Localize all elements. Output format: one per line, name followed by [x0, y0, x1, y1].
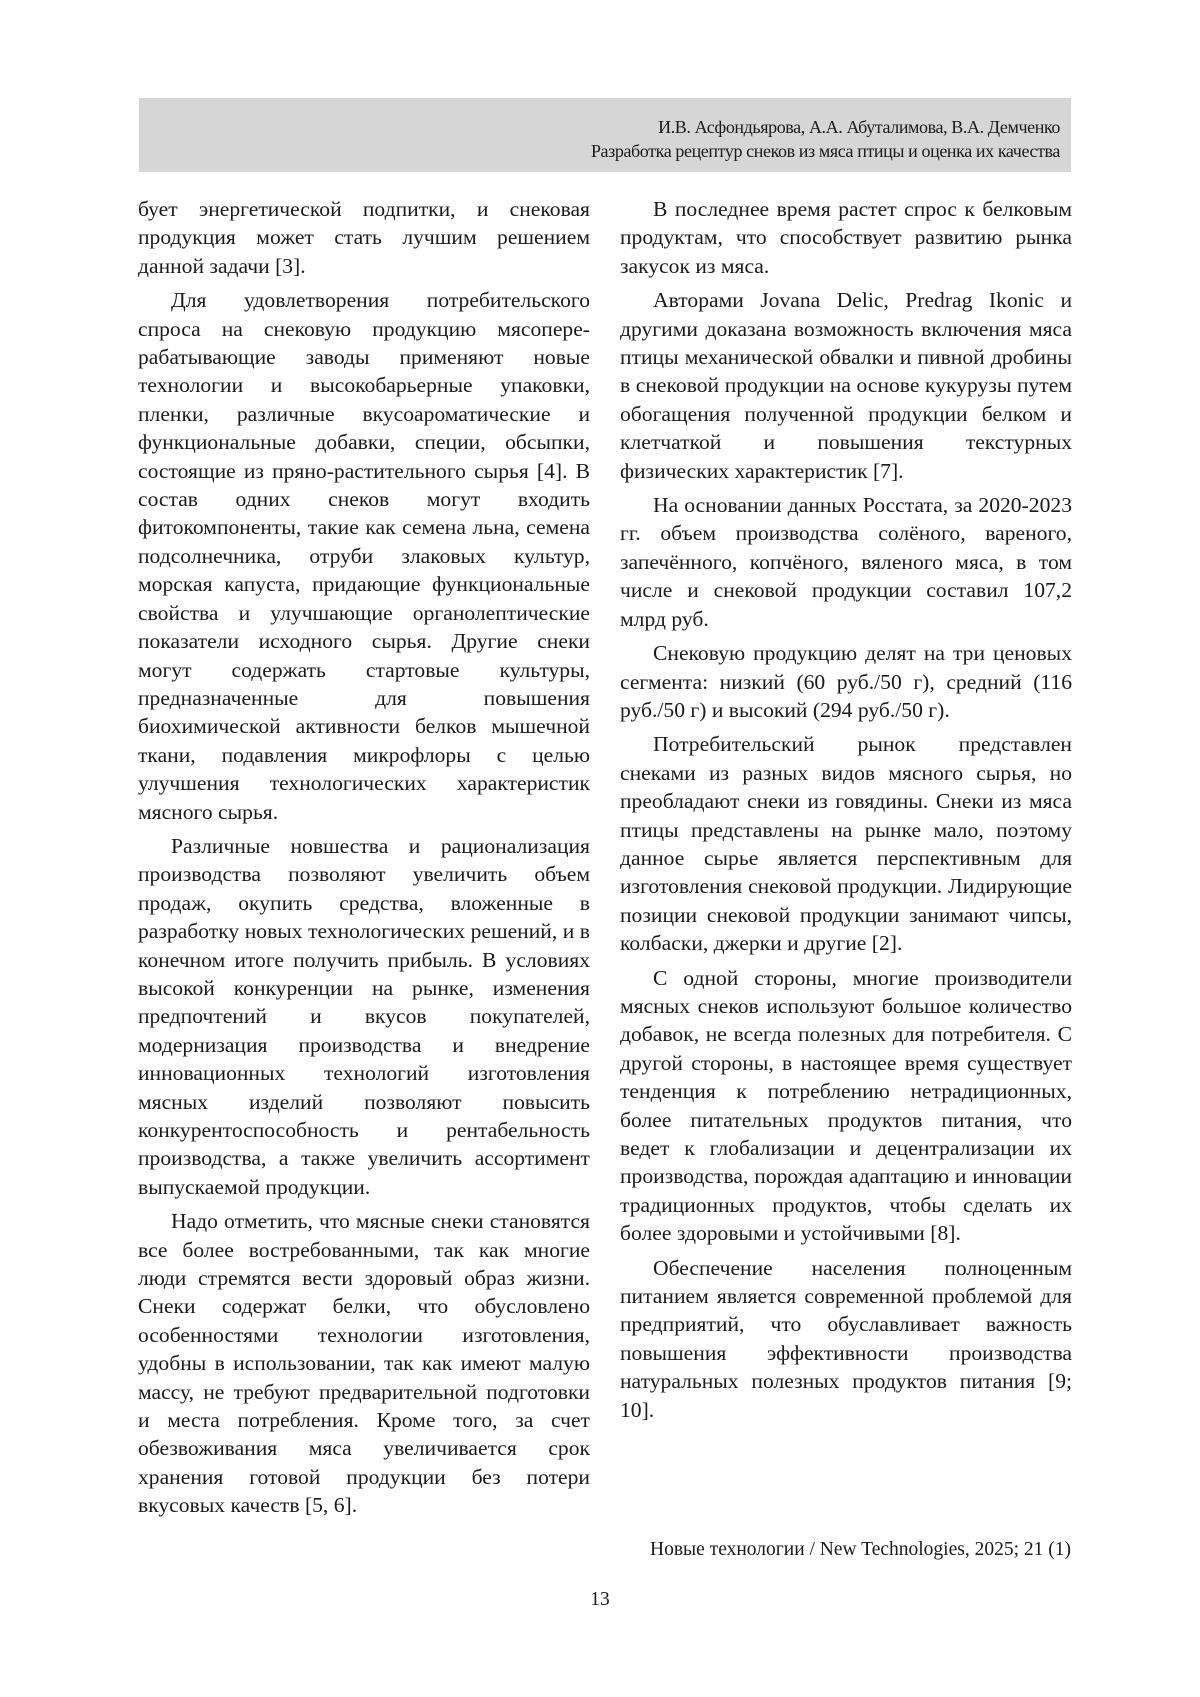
header-authors: И.В. Асфондьярова, А.А. Абуталимова, В.А. Демченко	[658, 117, 1060, 137]
paragraph: бует энергетической подпитки, и снековая продукция может стать лучшим решением данной задачи [3].	[138, 197, 590, 278]
paragraph: Обеспечение населения полноценным питанием является современной проблемой для предприятий, что обуславливает важность повышения эффективности производства натуральных полезных продуктов питания [9; 10].	[620, 1255, 1072, 1422]
left-column	[138, 195, 590, 1520]
right-column	[620, 195, 1072, 1424]
paragraph: Различные новшества и рационализация производства позволяют увеличить объем продаж, окупить средства, вложенные в разработку новых технологических решений, и в конечном итоге получить прибыль. В условиях высокой конкуренции на рынке, изменения предпочтений и вкусов покупателей, модернизация производства и внедрение инновационных технологий изготовления мясных изделий позволяют повысить конкурентоспособность и рентабельность производства, а также увеличить ассортимент выпускаемой продукции.	[138, 833, 590, 1199]
page-number: 13	[590, 1589, 610, 1610]
paragraph: Снековую продукцию делят на три ценовых сегмента: низкий (60 руб./50 г), средний (116 руб./50 г) и высокий (294 руб./50 г).	[620, 641, 1072, 722]
journal-citation: Новые технологии / New Technologies, 2025; 21 (1)	[650, 1539, 1071, 1560]
paragraph: На основании данных Росстата, за 2020-2023 гг. объем производства солёного, вареного, запечённого, копчёного, вяленого мяса, в том числе и снековой продукции составил 107,2 млрд руб.	[620, 493, 1072, 631]
paragraph: Потребительский рынок представлен снеками из разных видов мясного сырья, но преобладают снеки из говядины. Снеки из мяса птицы представлены на рынке мало, поэтому данное сырье является перспективным для изготовления снековой продукции. Лидирующие позиции снековой продукции занимают чипсы, колбаски, джерки и другие [2].	[620, 732, 1072, 956]
paragraph: В последнее время растет спрос к белковым продуктам, что способствует развитию рынка закусок из мяса.	[620, 197, 1072, 278]
paragraph: С одной стороны, многие производители мясных снеков используют большое количество добавок, не всегда полезных для потребителя. С другой стороны, в настоящее время существует тенденция к потреблению нетрадиционных, более питательных продуктов питания, что ведет к глобализации и децентрализации их производства, порождая адаптацию и инновации традиционных продуктов, чтобы сделать их более здоровыми и устойчивыми [8].	[620, 965, 1072, 1246]
paragraph: Авторами Jovana Delic, Predrag Ikonic и другими доказана возможность включения мяса птицы механической обвалки и пивной дробины в снековой продукции на основе кукурузы путем обогащения полученной продукции белком и клетчаткой и повышения текстурных физических характеристик [7].	[620, 288, 1072, 483]
paragraph: Надо отметить, что мясные снеки становятся все более востребованными, так как многие люди стремятся вести здоровый образ жизни. Снеки содержат белки, что обусловлено особенностями технологии изготовления, удобны в использовании, так как имеют малую массу, не требуют предварительной подготовки и места потребления. Кроме того, за счет обезвоживания мяса увеличивается срок хранения готовой продукции без потери вкусовых качеств [5, 6].	[138, 1209, 590, 1518]
running-header	[139, 98, 1071, 172]
header-article-title: Разработка рецептур снеков из мяса птицы и оценка их качества	[590, 141, 1060, 161]
paragraph: Для удовлетворения потребительского спроса на снековую продукцию мясоперерабатывающие заводы применяют новые технологии и высокобарьерные упаковки, пленки, различные вкусоароматические и функциональные добавки, специи, обсыпки, состоящие из пряно-растительного сырья [4]. В состав одних снеков могут входить фитокомпоненты, такие как семена льна, семена подсолнечника, отруби злаковых культур, морская капуста, придающие функциональные свойства и улучшающие органолептические показатели исходного сырья. Другие снеки могут содержать стартовые культуры, предназначенные для повышения биохимической активности белков мышечной ткани, подавления микрофлоры с целью улучшения технологических характеристик мясного сырья.	[138, 288, 590, 824]
